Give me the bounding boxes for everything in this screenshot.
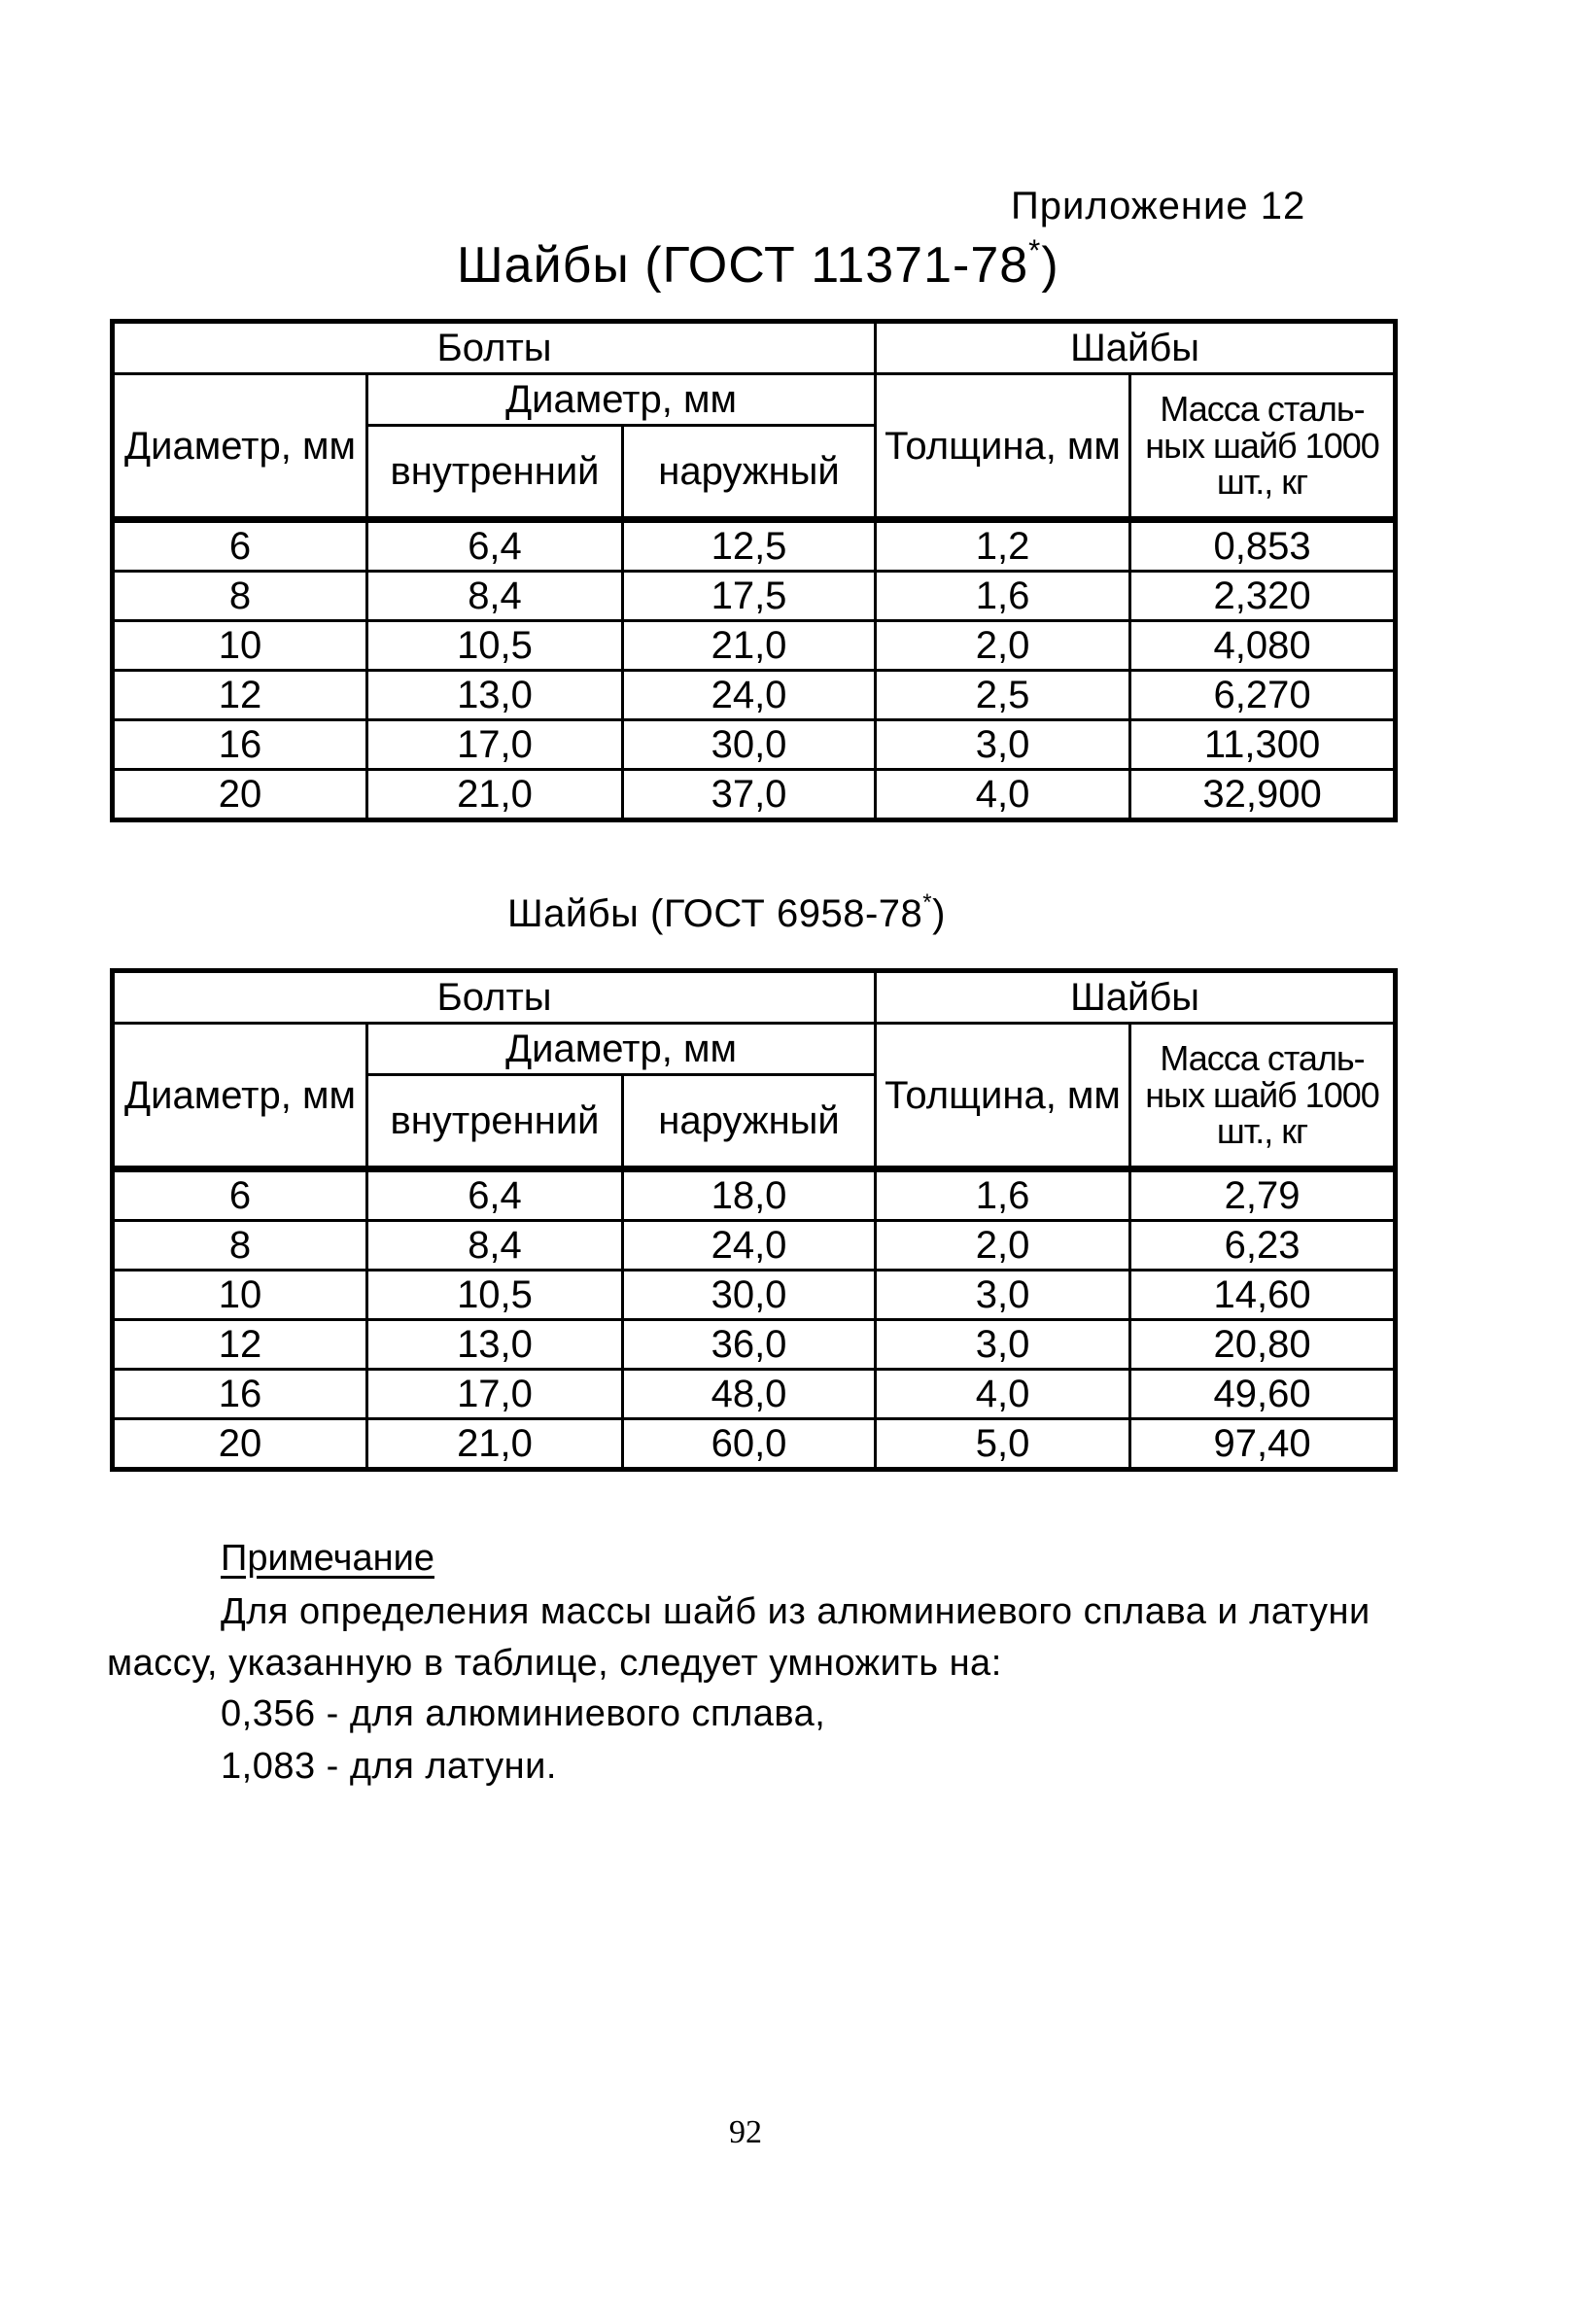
table1-title-mark: *	[1028, 233, 1042, 267]
table2-title-mark: *	[922, 889, 933, 916]
page-number: 92	[729, 2114, 762, 2150]
table-cell: 1,2	[876, 520, 1130, 572]
header-outer: наружный	[623, 426, 876, 520]
table-row	[113, 671, 1396, 720]
table-cell: 8	[113, 572, 367, 621]
table-cell: 10,5	[367, 1271, 623, 1320]
table-cell: 4,0	[876, 1370, 1130, 1419]
table-cell: 97,40	[1130, 1419, 1396, 1470]
table-cell: 12,5	[623, 520, 876, 572]
table-cell: 17,5	[623, 572, 876, 621]
table-cell: 32,900	[1130, 770, 1396, 820]
table-row	[113, 1169, 1396, 1221]
table-cell: 13,0	[367, 1320, 623, 1370]
header-mass: Масса сталь-ных шайб 1000 шт., кг	[1130, 374, 1396, 520]
table-cell: 37,0	[623, 770, 876, 820]
table-cell: 12	[113, 671, 367, 720]
table1-title	[457, 233, 1059, 295]
table-cell: 2,5	[876, 671, 1130, 720]
table-row	[113, 1221, 1396, 1271]
table2-title-close: )	[932, 891, 946, 935]
note-title: Примечание	[221, 1538, 434, 1579]
table-cell: 8	[113, 1221, 367, 1271]
table-cell: 6,270	[1130, 671, 1396, 720]
table-cell: 21,0	[367, 770, 623, 820]
header-bolt-diameter: Диаметр, мм	[113, 374, 367, 520]
header-diameter-group: Диаметр, мм	[367, 1024, 876, 1075]
table-cell: 1,6	[876, 1169, 1130, 1221]
table-cell: 49,60	[1130, 1370, 1396, 1419]
table-cell: 4,080	[1130, 621, 1396, 671]
table-cell: 0,853	[1130, 520, 1396, 572]
table-cell: 11,300	[1130, 720, 1396, 770]
note-line-brass: 1,083 - для латуни.	[221, 1746, 557, 1787]
appendix-label: Приложение 12	[1011, 185, 1306, 227]
table1	[110, 319, 1398, 822]
table-cell: 30,0	[623, 1271, 876, 1320]
table-cell: 14,60	[1130, 1271, 1396, 1320]
table-row	[113, 1419, 1396, 1470]
table-row	[113, 572, 1396, 621]
table-cell: 20,80	[1130, 1320, 1396, 1370]
table-cell: 8,4	[367, 1221, 623, 1271]
table-row	[113, 1271, 1396, 1320]
table-cell: 24,0	[623, 1221, 876, 1271]
table-cell: 2,0	[876, 1221, 1130, 1271]
table2-body	[113, 1169, 1396, 1470]
table-cell: 16	[113, 720, 367, 770]
table-cell: 18,0	[623, 1169, 876, 1221]
table2-title-text: Шайбы (ГОСТ 6958-78	[507, 891, 923, 935]
note-line-aluminum: 0,356 - для алюминиевого сплава,	[221, 1693, 826, 1734]
header-washers: Шайбы	[876, 322, 1396, 374]
header-thickness: Толщина, мм	[876, 1024, 1130, 1169]
table-cell: 2,79	[1130, 1169, 1396, 1221]
table-cell: 2,320	[1130, 572, 1396, 621]
table-cell: 60,0	[623, 1419, 876, 1470]
header-inner: внутренний	[367, 426, 623, 520]
header-bolt-diameter: Диаметр, мм	[113, 1024, 367, 1169]
table-row	[113, 1370, 1396, 1419]
table-row	[113, 520, 1396, 572]
table1-body	[113, 520, 1396, 820]
table-cell: 10,5	[367, 621, 623, 671]
note-text: Для определения массы шайб из алюминиевого сплава и латуни массу, указанную в таблице, следует умножить на:	[107, 1591, 1370, 1684]
table-cell: 6,23	[1130, 1221, 1396, 1271]
header-thickness: Толщина, мм	[876, 374, 1130, 520]
table-cell: 1,6	[876, 572, 1130, 621]
table-cell: 36,0	[623, 1320, 876, 1370]
table-row	[113, 770, 1396, 820]
table-row	[113, 1320, 1396, 1370]
table-cell: 6,4	[367, 520, 623, 572]
table-cell: 20	[113, 770, 367, 820]
table-cell: 48,0	[623, 1370, 876, 1419]
table1-title-close: )	[1041, 236, 1059, 294]
header-washers: Шайбы	[876, 971, 1396, 1024]
table-cell: 16	[113, 1370, 367, 1419]
header-mass: Масса сталь-ных шайб 1000 шт., кг	[1130, 1024, 1396, 1169]
table-cell: 21,0	[623, 621, 876, 671]
header-inner: внутренний	[367, 1075, 623, 1169]
table-cell: 3,0	[876, 1320, 1130, 1370]
table-cell: 6	[113, 1169, 367, 1221]
table-cell: 17,0	[367, 1370, 623, 1419]
table-cell: 20	[113, 1419, 367, 1470]
table-cell: 13,0	[367, 671, 623, 720]
table-row	[113, 720, 1396, 770]
table-cell: 17,0	[367, 720, 623, 770]
table-cell: 24,0	[623, 671, 876, 720]
table-row	[113, 621, 1396, 671]
header-diameter-group: Диаметр, мм	[367, 374, 876, 426]
table-cell: 3,0	[876, 1271, 1130, 1320]
table-cell: 5,0	[876, 1419, 1130, 1470]
table1-title-text: Шайбы (ГОСТ 11371-78	[457, 236, 1029, 294]
table2-title	[507, 889, 946, 936]
table-cell: 6	[113, 520, 367, 572]
table2	[110, 968, 1398, 1472]
table-cell: 10	[113, 1271, 367, 1320]
table-cell: 21,0	[367, 1419, 623, 1470]
table-cell: 10	[113, 621, 367, 671]
header-bolts: Болты	[113, 322, 876, 374]
table-cell: 3,0	[876, 720, 1130, 770]
table-cell: 8,4	[367, 572, 623, 621]
table-cell: 4,0	[876, 770, 1130, 820]
table-cell: 30,0	[623, 720, 876, 770]
table-cell: 6,4	[367, 1169, 623, 1221]
table-cell: 2,0	[876, 621, 1130, 671]
table-cell: 12	[113, 1320, 367, 1370]
header-bolts: Болты	[113, 971, 876, 1024]
header-outer: наружный	[623, 1075, 876, 1169]
